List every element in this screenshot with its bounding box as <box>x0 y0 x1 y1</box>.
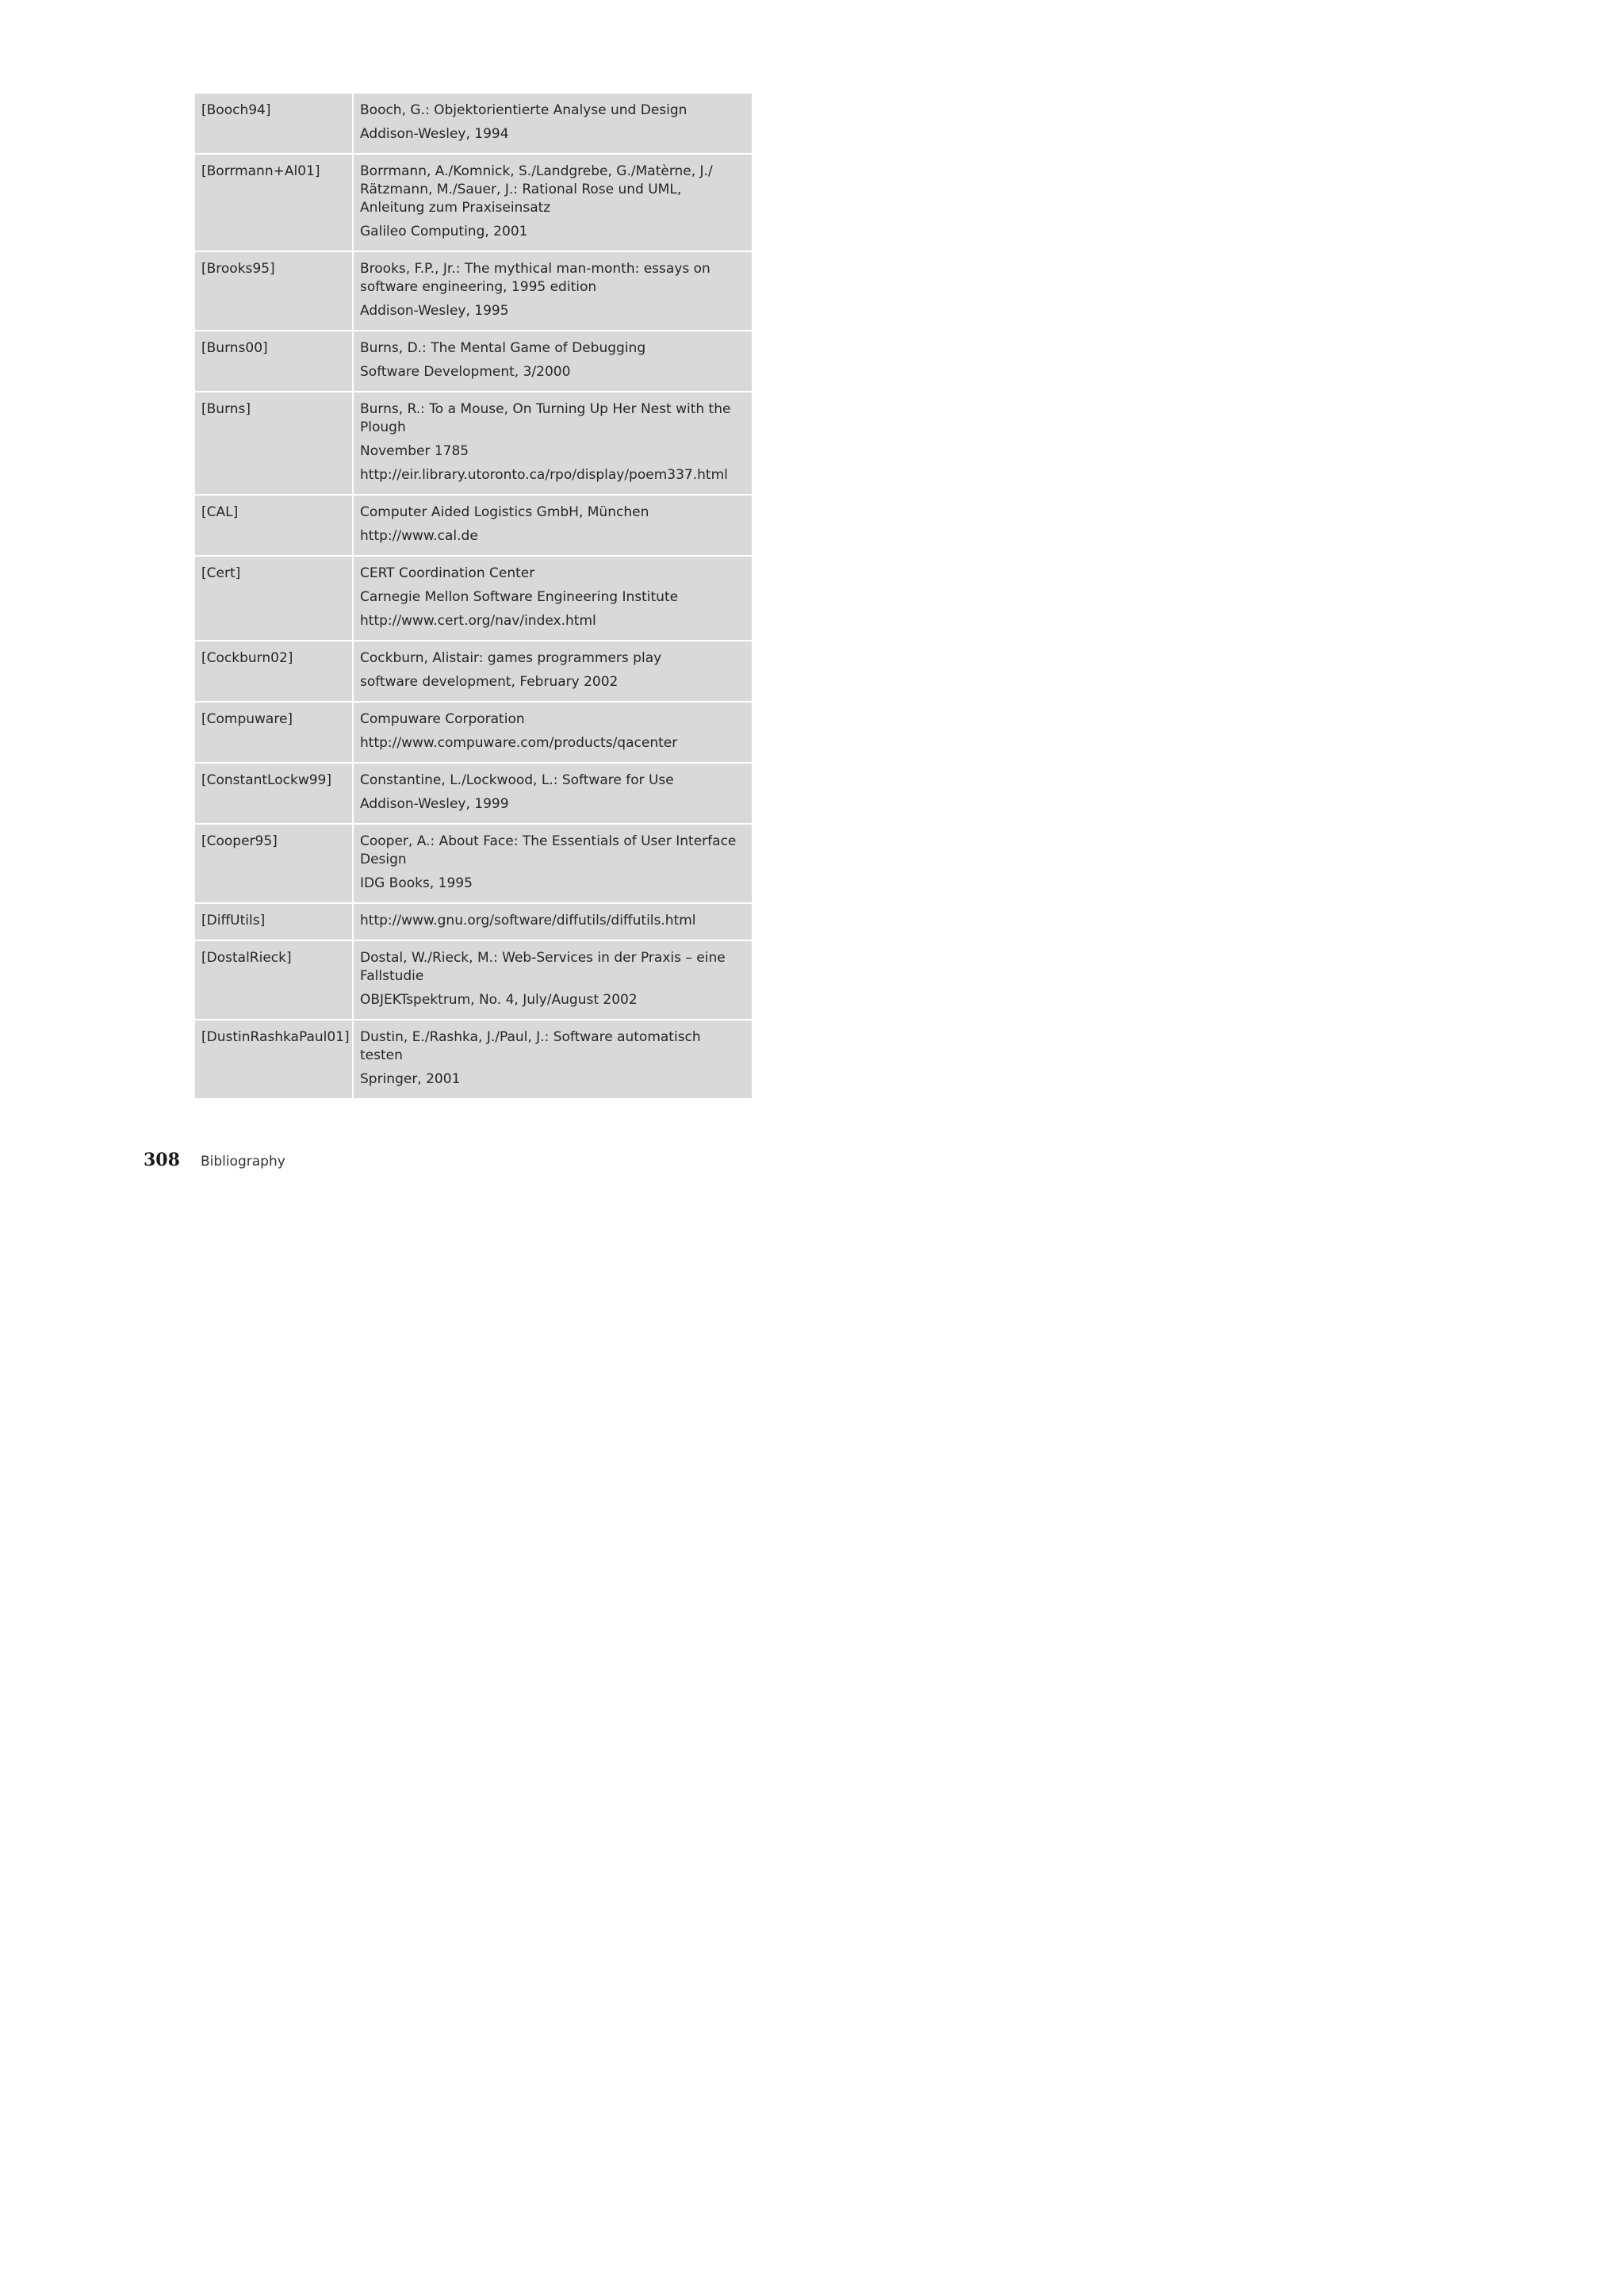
citation-entry <box>354 825 752 902</box>
citation-key: [DiffUtils] <box>195 904 354 940</box>
running-footer-title: Bibliography <box>200 1154 285 1170</box>
citation-line: http://www.compuware.com/products/qacenter <box>360 735 678 751</box>
citation-entry <box>354 94 752 153</box>
citation-line: http://www.gnu.org/software/diffutils/diffutils.html <box>360 913 696 928</box>
citation-line: Constantine, L./Lockwood, L.: Software for Use <box>360 772 674 788</box>
bibliography-row <box>195 764 752 825</box>
citation-line: Computer Aided Logistics GmbH, München <box>360 504 649 520</box>
citation-line: Cooper, A.: About Face: The Essentials of User Interface Design <box>360 833 737 867</box>
citation-line: Compuware Corporation <box>360 711 525 727</box>
bibliography-row <box>195 641 752 703</box>
citation-entry <box>354 641 752 701</box>
citation-entry <box>354 904 752 940</box>
bibliography-row <box>195 392 752 496</box>
citation-key: [Cert] <box>195 557 354 640</box>
citation-key: [Compuware] <box>195 703 354 762</box>
citation-line: Brooks, F.P., Jr.: The mythical man-month: essays on software engineering, 1995 edition <box>360 261 710 295</box>
citation-line: Borrmann, A./Komnick, S./Landgrebe, G./Matèrne, J./ Rätzmann, M./Sauer, J.: Rational Rose und UML, Anleitung zum Praxiseinsatz <box>360 163 713 216</box>
citation-line: Addison-Wesley, 1994 <box>360 126 509 142</box>
citation-line: Booch, G.: Objektorientierte Analyse und Design <box>360 102 688 118</box>
citation-key: [CAL] <box>195 496 354 555</box>
page-footer <box>144 1150 285 1170</box>
citation-line: Addison-Wesley, 1995 <box>360 303 509 319</box>
citation-key: [DostalRieck] <box>195 941 354 1019</box>
citation-key: [DustinRashkaPaul01] <box>195 1020 354 1098</box>
citation-entry <box>354 252 752 330</box>
bibliography-row <box>195 331 752 392</box>
citation-line: Cockburn, Alistair: games programmers play <box>360 650 662 666</box>
citation-entry <box>354 496 752 555</box>
citation-entry <box>354 155 752 251</box>
citation-entry <box>354 392 752 494</box>
citation-entry <box>354 557 752 640</box>
bibliography-row <box>195 252 752 331</box>
citation-key: [Burns] <box>195 392 354 494</box>
bibliography-row <box>195 941 752 1020</box>
bibliography-row <box>195 496 752 557</box>
bibliography-row <box>195 1020 752 1100</box>
citation-line: http://www.cert.org/nav/index.html <box>360 613 596 629</box>
citation-line: OBJEKTspektrum, No. 4, July/August 2002 <box>360 992 638 1008</box>
citation-line: IDG Books, 1995 <box>360 875 473 891</box>
citation-key: [ConstantLockw99] <box>195 764 354 823</box>
page-number: 308 <box>144 1150 180 1170</box>
citation-entry <box>354 941 752 1019</box>
citation-entry <box>354 703 752 762</box>
bibliography-table <box>195 94 752 1100</box>
citation-line: November 1785 <box>360 443 469 459</box>
citation-key: [Booch94] <box>195 94 354 153</box>
bibliography-row <box>195 825 752 904</box>
citation-line: Dostal, W./Rieck, M.: Web-Services in der Praxis – eine Fallstudie <box>360 950 726 984</box>
citation-line: http://www.cal.de <box>360 528 478 544</box>
citation-line: Addison-Wesley, 1999 <box>360 796 509 812</box>
citation-key: [Borrmann+Al01] <box>195 155 354 251</box>
citation-line: Galileo Computing, 2001 <box>360 224 528 239</box>
citation-line: Springer, 2001 <box>360 1071 461 1087</box>
bibliography-row <box>195 557 752 641</box>
citation-key: [Brooks95] <box>195 252 354 330</box>
citation-entry <box>354 331 752 391</box>
bibliography-row <box>195 904 752 941</box>
citation-key: [Cooper95] <box>195 825 354 902</box>
citation-line: Carnegie Mellon Software Engineering Institute <box>360 589 679 605</box>
citation-line: Burns, D.: The Mental Game of Debugging <box>360 340 646 356</box>
citation-entry <box>354 764 752 823</box>
citation-key: [Cockburn02] <box>195 641 354 701</box>
bibliography-row <box>195 703 752 764</box>
citation-line: Burns, R.: To a Mouse, On Turning Up Her Nest with the Plough <box>360 401 731 435</box>
citation-line: Dustin, E./Rashka, J./Paul, J.: Software automatisch testen <box>360 1029 701 1063</box>
citation-line: Software Development, 3/2000 <box>360 364 571 380</box>
citation-line: CERT Coordination Center <box>360 565 535 581</box>
citation-line: software development, February 2002 <box>360 674 619 690</box>
citation-entry <box>354 1020 752 1098</box>
bibliography-row <box>195 155 752 252</box>
citation-line: http://eir.library.utoronto.ca/rpo/display/poem337.html <box>360 467 728 483</box>
citation-key: [Burns00] <box>195 331 354 391</box>
bibliography-row <box>195 94 752 155</box>
